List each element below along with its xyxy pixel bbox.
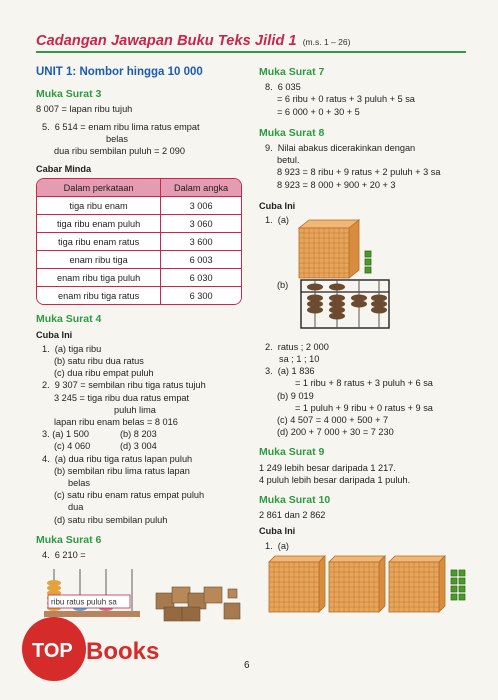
answer-line: 3. (a) 1 500 bbox=[42, 429, 89, 440]
cube-icon bbox=[299, 220, 359, 278]
thousand-cube-illustration bbox=[259, 218, 469, 280]
answer-line: 1. (a) bbox=[265, 215, 289, 226]
answer-line: (d) 3 004 bbox=[120, 441, 157, 452]
column-header: Dalam perkataan bbox=[37, 179, 161, 196]
answer-line: (c) 4 507 = 4 000 + 500 + 7 bbox=[277, 415, 389, 426]
page-range: (m.s. 1 – 26) bbox=[302, 37, 351, 47]
answer-line: = 6 000 + 0 + 30 + 5 bbox=[277, 106, 360, 117]
unit-cube-icon bbox=[365, 259, 371, 265]
answer-line: (b) 8 203 bbox=[120, 429, 157, 440]
unit-cube-icon bbox=[365, 267, 371, 273]
topbooks-logo bbox=[20, 613, 190, 683]
table-row bbox=[37, 268, 241, 286]
answer-line: 8. 6 035 bbox=[265, 82, 301, 93]
cuba-ini-heading: Cuba Ini bbox=[259, 526, 296, 537]
table-row bbox=[37, 214, 241, 232]
answer-line: 4. (a) dua ribu tiga ratus lapan puluh bbox=[42, 453, 193, 464]
answer-line: 1 249 lebih besar daripada 1 217. bbox=[259, 462, 396, 473]
answer-line: 8 007 = lapan ribu tujuh bbox=[36, 104, 133, 115]
section-heading: Muka Surat 9 bbox=[259, 446, 325, 459]
answer-line: 2 861 dan 2 862 bbox=[259, 510, 326, 521]
table-cell: tiga ribu enam bbox=[37, 196, 161, 214]
answer-line: 4. 6 210 = bbox=[42, 550, 86, 561]
table-row bbox=[37, 196, 241, 214]
answer-line: (b) bbox=[277, 280, 289, 291]
cuba-ini-heading: Cuba Ini bbox=[36, 329, 73, 340]
column-header: Dalam angka bbox=[161, 179, 241, 196]
answer-line: (b) sembilan ribu lima ratus lapan bbox=[54, 465, 190, 476]
answer-line: 1. (a) tiga ribu bbox=[42, 343, 102, 354]
cube-icon bbox=[269, 556, 325, 612]
answer-line: = 6 ribu + 0 ratus + 3 puluh + 5 sa bbox=[277, 94, 415, 105]
section-heading: Muka Surat 8 bbox=[259, 126, 325, 139]
abacus-illustration bbox=[259, 278, 469, 330]
answer-line: 5. 6 514 = enam ribu lima ratus empat bbox=[42, 121, 200, 132]
abacus-icon bbox=[301, 280, 389, 328]
table-cell: enam ribu tiga puluh bbox=[37, 268, 161, 286]
cube-icon bbox=[389, 556, 445, 612]
answer-line: belas bbox=[68, 478, 90, 489]
table-row bbox=[37, 232, 241, 250]
answer-line: (c) dua ribu empat puluh bbox=[54, 368, 154, 379]
unit-title: UNIT 1: Nombor hingga 10 000 bbox=[36, 66, 203, 78]
answer-row bbox=[36, 428, 250, 440]
page-number: 6 bbox=[244, 660, 250, 671]
answer-line: 2. 9 307 = sembilan ribu tiga ratus tujuh bbox=[42, 380, 206, 391]
table-cell: 3 060 bbox=[161, 214, 241, 232]
cabar-minda-table bbox=[36, 178, 242, 305]
cabar-minda-heading: Cabar Minda bbox=[36, 164, 92, 175]
section-heading: Muka Surat 4 bbox=[36, 313, 102, 326]
answer-line: puluh lima bbox=[114, 404, 156, 415]
abacus-icon bbox=[44, 569, 140, 617]
table-row bbox=[37, 250, 241, 268]
answer-line: dua bbox=[68, 502, 84, 513]
answer-line: belas bbox=[106, 133, 128, 144]
cube-icon bbox=[329, 556, 385, 612]
table-row bbox=[37, 286, 241, 304]
unit-cube-icon bbox=[365, 251, 371, 257]
answer-line: 8 923 = 8 000 + 900 + 20 + 3 bbox=[277, 179, 396, 190]
place-value-labels: ribu ratus puluh sa bbox=[51, 597, 117, 607]
answer-line: betul. bbox=[277, 155, 300, 166]
section-heading: Muka Surat 7 bbox=[259, 66, 325, 78]
answer-line: 4 puluh lebih besar daripada 1 puluh. bbox=[259, 474, 411, 485]
answer-line: 8 923 = 8 ribu + 9 ratus + 2 puluh + 3 sa bbox=[277, 167, 441, 178]
answer-line: 3. (a) 1 836 bbox=[265, 366, 315, 377]
thousands-cubes-illustration bbox=[259, 554, 474, 616]
answer-line: lapan ribu enam belas = 8 016 bbox=[54, 417, 178, 428]
answer-row bbox=[36, 440, 250, 452]
logo-books-text: Books bbox=[86, 638, 160, 665]
table-cell: enam ribu tiga bbox=[37, 250, 161, 268]
answer-line: (c) satu ribu enam ratus empat puluh bbox=[54, 490, 205, 501]
page-title: Cadangan Jawapan Buku Teks Jilid 1 bbox=[36, 33, 297, 49]
left-column bbox=[36, 66, 250, 628]
answer-line: 1. (a) bbox=[265, 540, 289, 551]
table-cell: enam ribu tiga ratus bbox=[37, 286, 161, 304]
answer-line: (b) 9 019 bbox=[277, 390, 314, 401]
table-cell: 6 300 bbox=[161, 286, 241, 304]
answer-line: (c) 4 060 bbox=[54, 441, 91, 452]
section-heading: Muka Surat 3 bbox=[36, 88, 102, 101]
cuba-ini-heading: Cuba Ini bbox=[259, 200, 296, 211]
right-column bbox=[259, 66, 474, 619]
answer-line: 9. Nilai abakus dicerakinkan dengan bbox=[265, 143, 416, 154]
answer-line: 2. ratus ; 2 000 bbox=[265, 341, 329, 352]
answer-line: (d) 200 + 7 000 + 30 = 7 230 bbox=[277, 427, 394, 438]
answer-line: dua ribu sembilan puluh = 2 090 bbox=[54, 146, 186, 157]
table-cell: tiga ribu enam puluh bbox=[37, 214, 161, 232]
answer-line: (d) satu ribu sembilan puluh bbox=[54, 514, 168, 525]
logo-top-text: TOP bbox=[32, 640, 73, 662]
answer-line: sa ; 1 ; 10 bbox=[279, 354, 320, 365]
answer-line: = 1 ribu + 8 ratus + 3 puluh + 6 sa bbox=[295, 378, 433, 389]
page-header bbox=[36, 33, 466, 53]
answer-line: (b) satu ribu dua ratus bbox=[54, 356, 144, 367]
table-cell: 6 003 bbox=[161, 250, 241, 268]
answer-line: = 1 puluh + 9 ribu + 0 ratus + 9 sa bbox=[295, 402, 433, 413]
table-cell: 3 006 bbox=[161, 196, 241, 214]
table-cell: 6 030 bbox=[161, 268, 241, 286]
section-heading: Muka Surat 10 bbox=[259, 494, 331, 507]
section-heading: Muka Surat 6 bbox=[36, 533, 102, 546]
answer-line: 3 245 = tiga ribu dua ratus empat bbox=[54, 392, 190, 403]
unit-cube-icon bbox=[451, 570, 465, 600]
table-cell: tiga ribu enam ratus bbox=[37, 232, 161, 250]
table-cell: 3 600 bbox=[161, 232, 241, 250]
